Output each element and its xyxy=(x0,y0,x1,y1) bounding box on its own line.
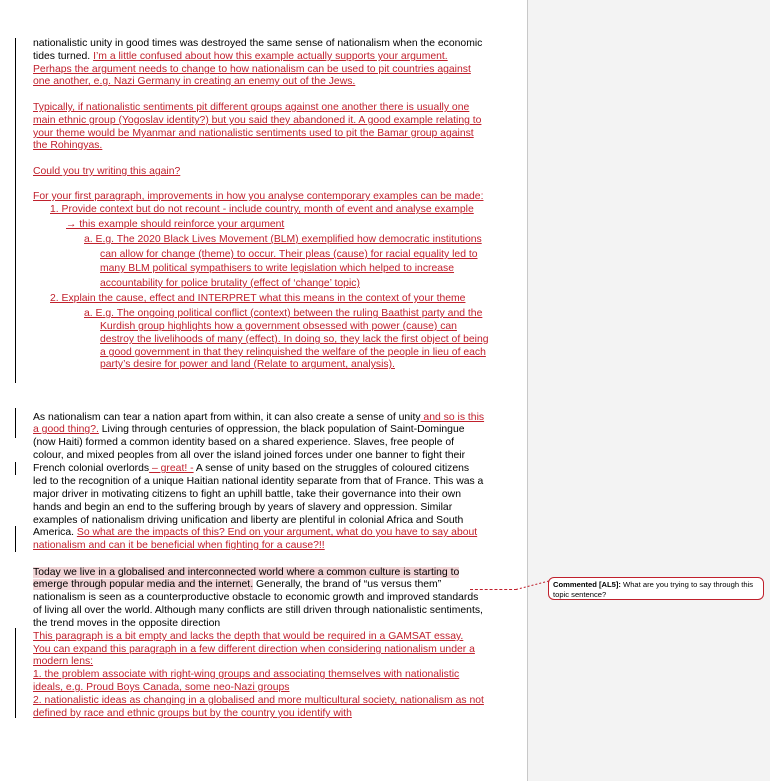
change-bar xyxy=(15,526,16,552)
text-line xyxy=(33,592,525,605)
text-line xyxy=(33,656,525,669)
revision-text: many BLM political sympathisers to write legislation which helped to increase xyxy=(100,263,455,274)
text-line xyxy=(84,308,576,321)
text-line xyxy=(33,527,525,540)
revision-text: nationalism and can it be beneficial when fighting for a cause?!! xyxy=(33,540,325,551)
revision-text: So what are the impacts of this? End on your argument, what do you have to say about xyxy=(76,527,478,538)
comment-balloon[interactable] xyxy=(548,577,764,600)
commented-text: Today we live in a globalised and interconnected world where a common culture is starting to xyxy=(33,567,460,578)
body-text: the trend moves in the opposite direction xyxy=(33,618,221,629)
revision-text: This paragraph is a bit empty and lacks the depth that would be required in a GAMSAT essay. xyxy=(33,631,464,642)
revision-text: → this example should reinforce your argument xyxy=(66,219,285,230)
revision-text: main ethnic group (Yogoslav identity?) but you said they abandoned it. A good example relating to xyxy=(33,115,482,126)
text-line xyxy=(33,424,525,437)
revision-text: ideals, e.g. Proud Boys Canada, some neo-Nazi groups xyxy=(33,682,290,693)
body-text: major driver in motivating citizens to fight an uphill battle, take their governance into their own xyxy=(33,489,461,500)
revision-text: party’s desire for power and land (Relate to argument, analysis). xyxy=(100,359,395,370)
body-text: colour, and mixed peoples from all over the island joined forces under one banner to fight their xyxy=(33,450,466,461)
revision-text: You can expand this paragraph in a few different direction when considering nationalism under a xyxy=(33,644,475,655)
text-line xyxy=(50,293,542,306)
text-line xyxy=(33,437,525,450)
revision-text: 1. Provide context but do not recount - include country, month of event and analyse example xyxy=(50,204,474,215)
body-text: A sense of unity based on the struggles of coloured citizens xyxy=(193,463,470,474)
revision-text: accountability for police brutality (effect of ‘change’ topic) xyxy=(100,278,360,289)
text-line xyxy=(33,102,525,115)
text-line xyxy=(100,321,592,334)
body-text: French colonial overlords xyxy=(33,463,150,474)
text-line xyxy=(33,605,525,618)
body-text: As nationalism can tear a nation apart from within, it can also create a sense of unity xyxy=(33,412,421,423)
body-text: hands and begin an end to the suffering brough by years of slavery and oppression. Similar xyxy=(33,502,453,513)
text-line xyxy=(33,476,525,489)
text-line xyxy=(100,263,592,276)
text-line xyxy=(33,540,525,553)
comment-label: Commented [AL5]: xyxy=(553,580,621,589)
revision-text: and so is this xyxy=(420,412,485,423)
body-text: America. xyxy=(33,527,77,538)
text-line xyxy=(33,489,525,502)
revision-text: defined by race and ethnic groups but by the country you identify with xyxy=(33,708,352,719)
text-line xyxy=(100,334,592,347)
revision-text: Kurdish group highlights how a government obsessed with power (cause) can xyxy=(100,321,457,332)
text-line xyxy=(33,450,525,463)
comment-connector-diagonal xyxy=(516,580,549,590)
change-bar xyxy=(15,462,16,475)
body-text: Generally, the brand of “us versus them” xyxy=(253,579,442,590)
revision-text: a good thing?. xyxy=(33,424,99,435)
revision-text: Typically, if nationalistic sentiments pit different groups against one another there is usually one xyxy=(33,102,470,113)
revision-text: I’m a little confused about how this example actually supports your argument. xyxy=(93,51,448,62)
body-text: examples of nationalism driving unification and liberty are plentiful in colonial Africa and South xyxy=(33,515,464,526)
text-line xyxy=(33,669,525,682)
revision-text: modern lens: xyxy=(33,656,94,667)
body-text: of living all over the world. Although many conflicts are still driven through nationalistic sentiments, xyxy=(33,605,483,616)
change-bar xyxy=(15,628,16,718)
text-line xyxy=(33,38,525,51)
text-line xyxy=(84,234,576,247)
body-text: nationalistic unity in good times was destroyed the same sense of nationalism when the economic xyxy=(33,38,483,49)
comment-connector-line xyxy=(470,589,517,590)
text-line xyxy=(33,191,525,204)
text-line xyxy=(33,51,525,64)
change-bar xyxy=(15,408,16,438)
revision-text: can allow for change (theme) to occur. Their pleas (cause) for racial equality led to xyxy=(100,249,478,260)
revision-text: Could you try writing this again? xyxy=(33,166,181,177)
text-line xyxy=(33,682,525,695)
text-line xyxy=(33,695,525,708)
text-line xyxy=(50,204,542,217)
revision-text: your theme would be Myanmar and nationalistic sentiments used to pit the Bamar group against xyxy=(33,128,474,139)
body-text: Living through centuries of oppression, the black population of Saint-Domingue xyxy=(98,424,465,435)
body-text: nationalism is seen as a counterproductive obstacle to economic growth and improved standards xyxy=(33,592,479,603)
revision-text: destroy the livelihoods of many (effect). In doing so, they lack the first object of being xyxy=(100,334,489,345)
comment-text: What are you trying to say through this topic sentence? xyxy=(553,580,754,599)
text-line xyxy=(33,708,525,721)
revision-text: a. E.g. The 2020 Black Lives Movement (BLM) exemplified how democratic institutions xyxy=(84,234,482,245)
revision-text: 2. Explain the cause, effect and INTERPRET what this means in the context of your theme xyxy=(50,293,466,304)
body-text: led to the recognition of a unique Haitian national identity separate from that of France. This was a xyxy=(33,476,484,487)
revision-text: Perhaps the argument needs to change to how nationalism can be used to pit countries against xyxy=(33,64,471,75)
revision-text: 2. nationalistic ideas as changing in a globalised and more multicultural society, nationalism as not xyxy=(33,695,484,706)
commented-text: emerge through popular media and the internet. xyxy=(33,579,254,590)
text-line xyxy=(100,278,592,291)
text-line xyxy=(33,76,525,89)
text-line xyxy=(33,166,525,179)
comment-margin-pane xyxy=(528,0,770,781)
text-line xyxy=(33,463,525,476)
revision-text: one another, e.g. Nazi Germany in creating an enemy out of the Jews. xyxy=(33,76,356,87)
change-bar xyxy=(15,38,16,383)
revision-text: the Rohingyas. xyxy=(33,140,103,151)
text-line xyxy=(33,579,525,592)
text-line xyxy=(33,618,525,631)
body-text: (now Haiti) formed a common identity based on a shared experience. Slaves, free people of xyxy=(33,437,455,448)
revision-text: a good government in that they relinquished the welfare of the people in lieu of each xyxy=(100,347,486,358)
text-line xyxy=(33,502,525,515)
revision-text: For your first paragraph, improvements in how you analyse contemporary examples can be made: xyxy=(33,191,484,202)
text-line xyxy=(33,631,525,644)
revision-text: a. E.g. The ongoing political conflict (context) between the ruling Baathist party and the xyxy=(84,308,483,319)
body-text: tides turned. xyxy=(33,51,94,62)
revision-text: – great! - xyxy=(149,463,194,474)
revision-text: 1. the problem associate with right-wing groups and associating themselves with nationalistic xyxy=(33,669,460,680)
text-line xyxy=(66,219,558,232)
text-line xyxy=(100,359,592,372)
text-line xyxy=(33,115,525,128)
text-line xyxy=(100,249,592,262)
text-line xyxy=(33,140,525,153)
